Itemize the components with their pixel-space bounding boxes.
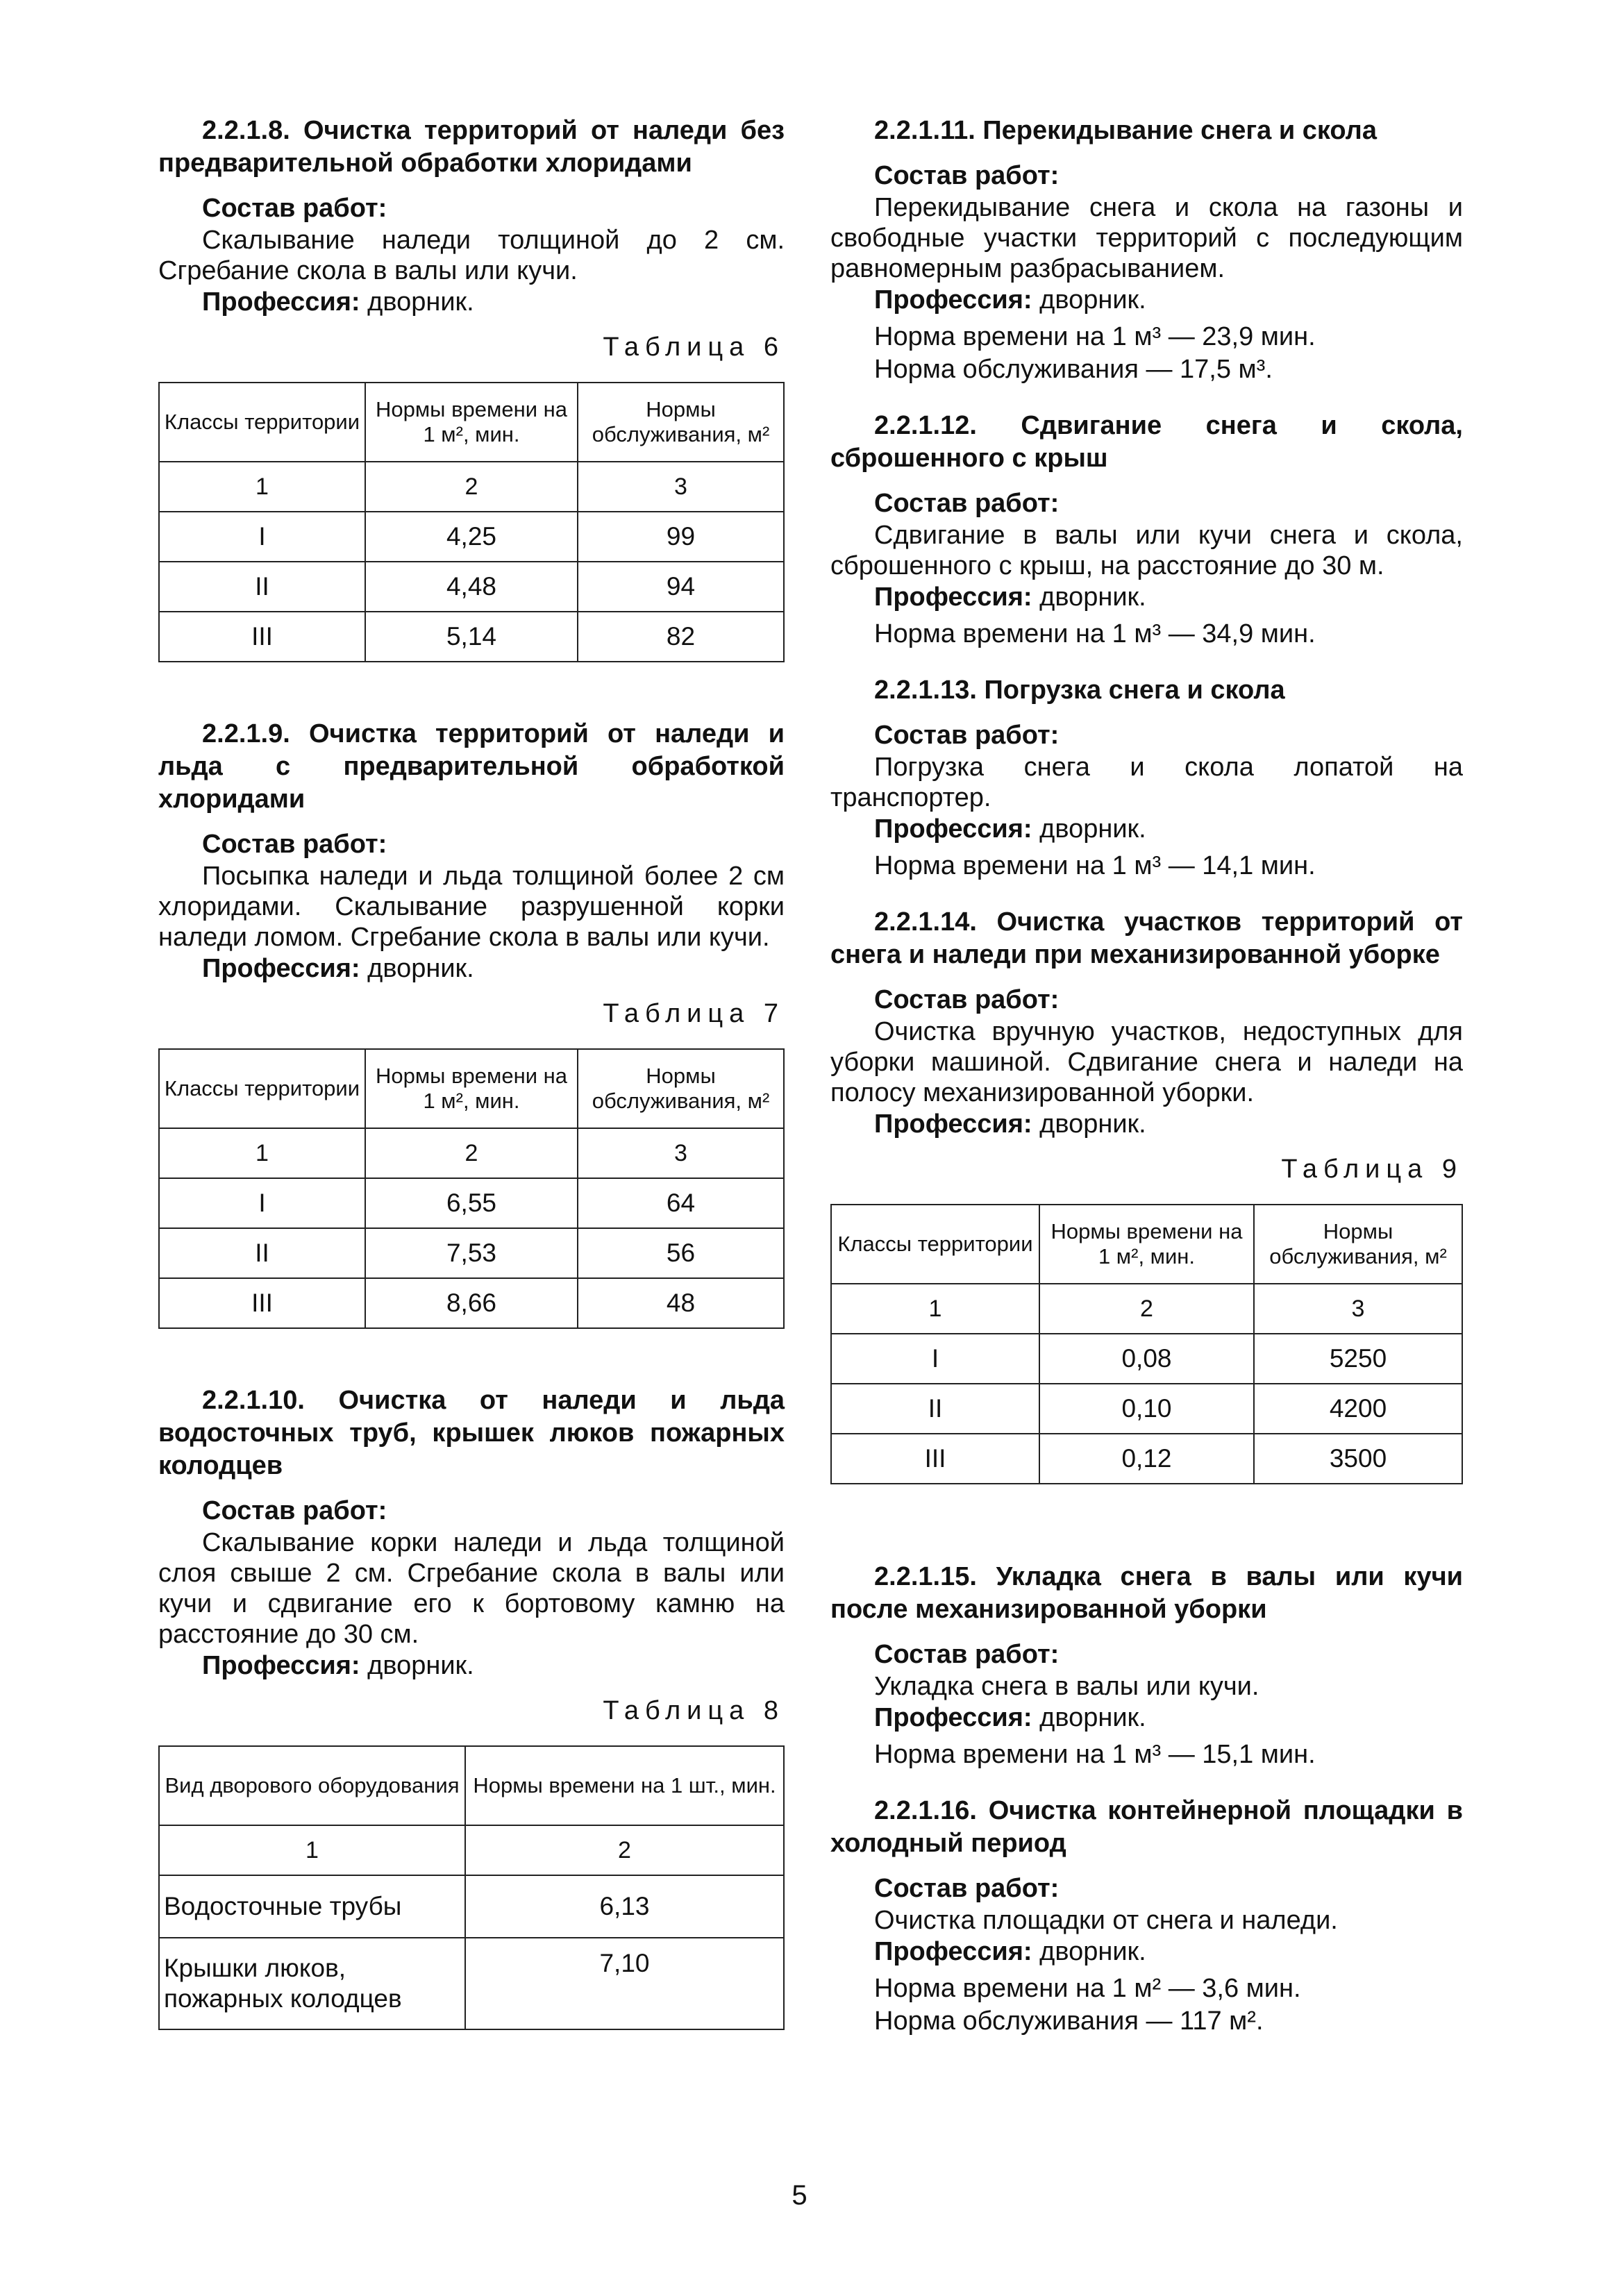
table-row [159,612,784,662]
column-number-row [159,1128,784,1178]
work-composition-text: Очистка вручную участков, недоступных для уборки машиной. Сдвигание снега и наледи на полосу механизированной уборки. [830,1017,1463,1107]
table-cell: 0,12 [1039,1434,1254,1484]
table-cell: 3500 [1254,1434,1462,1484]
column-number: 1 [159,462,365,512]
table-cell: 0,08 [1039,1334,1254,1384]
table-cell: 94 [578,562,784,612]
profession [830,581,1463,614]
table-header-row [831,1205,1462,1284]
table-label: Таблица 7 [603,999,785,1028]
section-title: 2.2.1.13. Погрузка снега и скола [874,676,1285,705]
work-composition-text: Погрузка снега и скола лопатой на транспортер. [830,753,1463,812]
column-number: 3 [578,462,784,512]
table-cell: 5250 [1254,1334,1462,1384]
column-number: 3 [578,1128,784,1178]
column-number: 1 [159,1128,365,1178]
section-2-2-1-14 [830,906,1463,1484]
profession-value: дворник. [1039,1703,1146,1732]
profession [830,813,1463,846]
table-cell: II [159,562,365,612]
work-composition-label: Состав работ: [202,194,387,223]
table-cell: 6,13 [465,1875,784,1938]
left-column [158,115,785,2072]
section-2-2-1-12 [830,410,1463,651]
column-number: 2 [365,1128,578,1178]
work-composition-label: Состав работ: [874,1640,1060,1669]
column-number-row [831,1284,1462,1334]
table-label: Таблица 8 [603,1696,785,1725]
profession-value: дворник. [1039,1937,1146,1966]
profession-label: Профессия: [874,1109,1032,1139]
profession-value: дворник. [367,1651,474,1680]
header-cell: Нормы времени на 1 м², мин. [1039,1205,1254,1284]
table-header-row [159,383,784,462]
work-composition-label: Состав работ: [202,830,387,859]
column-number: 2 [365,462,578,512]
table-row [159,562,784,612]
section-2-2-1-16 [830,1795,1463,2038]
table-cell: I [159,1178,365,1228]
table-cell: 5,14 [365,612,578,662]
table-row [159,1875,784,1938]
work-composition-label: Состав работ: [202,1496,387,1525]
header-cell: Нормы обслуживания, м² [1254,1205,1462,1284]
section-title: 2.2.1.12. Сдвигание снега и скола, сброшенного с крыш [830,411,1463,473]
section-2-2-1-13 [830,674,1463,882]
column-number-row [159,462,784,512]
table-cell: 64 [578,1178,784,1228]
time-norm: Норма времени на 1 м³ — 14,1 мин. [874,851,1316,880]
service-norm: Норма обслуживания — 117 м². [874,2006,1264,2036]
profession-label: Профессия: [202,287,360,317]
profession-value: дворник. [1039,285,1146,315]
header-cell: Классы территории [831,1205,1039,1284]
table-cell: 7,10 [465,1938,784,2029]
page-number: 5 [792,2180,807,2211]
time-norm: Норма времени на 1 м³ — 34,9 мин. [874,619,1316,648]
table-cell: III [159,612,365,662]
table-cell: 56 [578,1228,784,1278]
profession [830,1108,1463,1141]
table-row [159,1278,784,1328]
service-norm: Норма обслуживания — 17,5 м³. [874,355,1273,384]
header-cell: Нормы времени на 1 м², мин. [365,1049,578,1128]
section-title: 2.2.1.16. Очистка контейнерной площадки в холодный период [830,1796,1463,1858]
column-number: 1 [159,1825,465,1875]
section-title: 2.2.1.9. Очистка территорий от наледи и льда с предварительной обработкой хлоридами [158,719,785,814]
table-label: Таблица 9 [1281,1155,1463,1184]
header-cell: Классы территории [159,1049,365,1128]
work-composition-label: Состав работ: [874,985,1060,1014]
table-cell: 0,10 [1039,1384,1254,1434]
work-composition-label: Состав работ: [874,1874,1060,1903]
work-composition-text: Укладка снега в валы или кучи. [874,1672,1259,1701]
section-title: 2.2.1.8. Очистка территорий от наледи без предварительной обработки хлоридами [158,116,785,178]
header-cell: Нормы обслуживания, м² [578,1049,784,1128]
profession-label: Профессия: [202,1651,360,1680]
table-cell: 4200 [1254,1384,1462,1434]
profession [830,1702,1463,1734]
work-composition-text: Очистка площадки от снега и наледи. [874,1906,1338,1935]
table-cell: 4,48 [365,562,578,612]
profession-value: дворник. [367,954,474,983]
table-cell: 4,25 [365,512,578,562]
table-row [831,1384,1462,1434]
time-norm: Норма времени на 1 м³ — 15,1 мин. [874,1740,1316,1769]
section-title: 2.2.1.14. Очистка участков территорий от снега и наледи при механизированной уборке [830,907,1463,969]
header-cell: Нормы времени на 1 шт., мин. [465,1746,784,1825]
work-composition-label: Состав работ: [874,161,1060,190]
profession-value: дворник. [1039,814,1146,844]
section-title: 2.2.1.11. Перекидывание снега и скола [874,116,1377,145]
right-column [830,115,1463,2079]
table-cell: II [159,1228,365,1278]
section-2-2-1-8 [158,115,785,662]
column-number-row [159,1825,784,1875]
profession-value: дворник. [1039,583,1146,612]
table-cell: Крышки люков, пожарных колодцев [159,1938,465,2029]
table-header-row [159,1049,784,1128]
work-composition-text: Посыпка наледи и льда толщиной более 2 см хлоридами. Скалывание разрушенной корки наледи ломом. Сгребание скола в валы или кучи. [158,862,785,952]
table-row [831,1334,1462,1384]
header-cell: Вид дворового оборудования [159,1746,465,1825]
profession [158,286,785,319]
work-composition-text: Скалывание корки наледи и льда толщиной слоя свыше 2 см. Сгребание скола в валы или кучи и сдвигание его к бортовому камню на расстояние до 30 см. [158,1528,785,1649]
table-cell: I [831,1334,1039,1384]
table-cell: III [159,1278,365,1328]
work-composition-text: Сдвигание в валы или кучи снега и скола, сброшенного с крыш, на расстояние до 30 м. [830,521,1463,580]
header-cell: Нормы времени на 1 м², мин. [365,383,578,462]
profession-label: Профессия: [874,1703,1032,1732]
header-cell: Классы территории [159,383,365,462]
norms-table-9 [830,1204,1463,1484]
profession-label: Профессия: [874,814,1032,844]
work-composition-label: Состав работ: [874,489,1060,518]
profession [158,1650,785,1682]
section-2-2-1-15 [830,1561,1463,1771]
profession-label: Профессия: [202,954,360,983]
table-cell: 99 [578,512,784,562]
section-title: 2.2.1.10. Очистка от наледи и льда водосточных труб, крышек люков пожарных колодцев [158,1386,785,1480]
profession-value: дворник. [1039,1109,1146,1139]
profession [158,953,785,985]
profession [830,284,1463,317]
column-number: 3 [1254,1284,1462,1334]
table-row [159,1938,784,2029]
profession-label: Профессия: [874,583,1032,612]
norms-table-6 [158,382,785,662]
table-cell: 7,53 [365,1228,578,1278]
norms-table-8 [158,1745,785,2030]
section-2-2-1-10 [158,1384,785,2030]
work-composition-text: Скалывание наледи толщиной до 2 см. Сгребание скола в валы или кучи. [158,226,785,285]
column-number: 1 [831,1284,1039,1334]
table-row [159,1178,784,1228]
work-composition-label: Состав работ: [874,721,1060,750]
table-cell: II [831,1384,1039,1434]
table-cell: 8,66 [365,1278,578,1328]
column-number: 2 [1039,1284,1254,1334]
time-norm: Норма времени на 1 м² — 3,6 мин. [874,1974,1301,2003]
profession [830,1936,1463,1968]
norms-table-7 [158,1048,785,1329]
table-row [159,512,784,562]
column-number: 2 [465,1825,784,1875]
work-composition-text: Перекидывание снега и скола на газоны и свободные участки территорий с последующим равномерным разбрасыванием. [830,193,1463,283]
table-cell: I [159,512,365,562]
table-cell: 48 [578,1278,784,1328]
table-cell: 6,55 [365,1178,578,1228]
section-2-2-1-11 [830,115,1463,386]
header-cell: Нормы обслуживания, м² [578,383,784,462]
section-title: 2.2.1.15. Укладка снега в валы или кучи после механизированной уборки [830,1562,1463,1624]
table-cell: 82 [578,612,784,662]
profession-label: Профессия: [874,1937,1032,1966]
table-label: Таблица 6 [603,333,785,362]
table-cell: Водосточные трубы [159,1875,465,1938]
table-row [831,1434,1462,1484]
table-cell: III [831,1434,1039,1484]
section-2-2-1-9 [158,718,785,1329]
table-header-row [159,1746,784,1825]
time-norm: Норма времени на 1 м³ — 23,9 мин. [874,322,1316,351]
table-row [159,1228,784,1278]
profession-label: Профессия: [874,285,1032,315]
profession-value: дворник. [367,287,474,317]
